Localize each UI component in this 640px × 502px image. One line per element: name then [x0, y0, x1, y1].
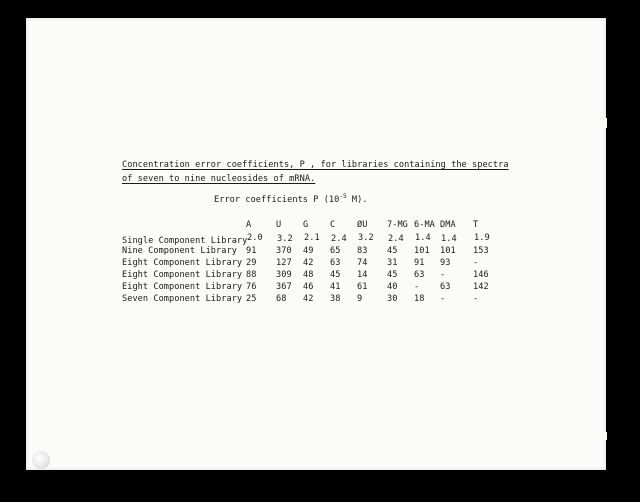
row-label: Single Component Library: [122, 235, 248, 246]
table-cell: 14: [357, 270, 368, 280]
table-cell: 3.2: [358, 233, 374, 243]
table-cell: 30: [387, 294, 398, 304]
subtitle-suffix: M).: [346, 195, 368, 205]
table-cell: 41: [330, 282, 341, 292]
table-cell: 45: [387, 270, 398, 280]
table-cell: -: [440, 294, 446, 304]
table-cell: 101: [414, 246, 430, 256]
table-cell: 49: [303, 246, 314, 256]
table-cell: 367: [276, 282, 292, 292]
table-cell: -: [473, 258, 479, 268]
subtitle-exponent: -5: [339, 193, 347, 201]
table-cell: -: [414, 282, 420, 292]
table-cell: 18: [414, 294, 425, 304]
table-cell: 68: [276, 294, 287, 304]
table-cell: 31: [387, 258, 398, 268]
table-cell: 42: [303, 294, 314, 304]
table-cell: 1.9: [474, 233, 490, 243]
table-cell: 46: [303, 282, 314, 292]
column-header: A: [246, 220, 252, 230]
table-cell: 127: [276, 258, 292, 268]
column-header: T: [473, 220, 479, 230]
table-cell: 45: [387, 246, 398, 256]
row-label: Nine Component Library: [122, 246, 237, 256]
table-cell: 309: [276, 270, 292, 280]
column-header: C: [330, 220, 336, 230]
table-cell: 63: [330, 258, 341, 268]
table-caption-line-2: of seven to nine nucleosides of mRNA.: [122, 174, 316, 184]
row-label: Eight Component Library: [122, 270, 243, 280]
table-cell: 45: [330, 270, 341, 280]
table-cell: 40: [387, 282, 398, 292]
table-cell: 63: [440, 282, 451, 292]
table-cell: 153: [473, 246, 489, 256]
table-cell: 146: [473, 270, 489, 280]
table-cell: 142: [473, 282, 489, 292]
table-cell: 2.4: [388, 234, 404, 244]
table-cell: 2.1: [304, 233, 320, 243]
table-cell: 1.4: [415, 233, 431, 243]
table-cell: 65: [330, 246, 341, 256]
column-header: G: [303, 220, 309, 230]
table-cell: 9: [357, 294, 363, 304]
table-caption-line-1: Concentration error coefficients, P , for libraries containing the spectra: [122, 160, 509, 170]
row-label: Seven Component Library: [122, 294, 243, 304]
table-cell: 91: [414, 258, 425, 268]
table-cell: 48: [303, 270, 314, 280]
table-cell: 1.4: [441, 234, 457, 244]
table-cell: 93: [440, 258, 451, 268]
row-label: Eight Component Library: [122, 282, 243, 292]
table-cell: 3.2: [277, 234, 293, 244]
table-cell: 63: [414, 270, 425, 280]
table-cell: 88: [246, 270, 257, 280]
table-cell: 83: [357, 246, 368, 256]
column-header: ØU: [357, 220, 368, 230]
table-cell: 42: [303, 258, 314, 268]
row-label: Eight Component Library: [122, 258, 243, 268]
table-cell: 91: [246, 246, 257, 256]
column-header: 6-MA: [414, 220, 435, 230]
column-header: DMA: [440, 220, 456, 230]
table-cell: 61: [357, 282, 368, 292]
table-cell: -: [440, 270, 446, 280]
table-cell: 74: [357, 258, 368, 268]
column-header: U: [276, 220, 282, 230]
table-cell: -: [473, 294, 479, 304]
column-header: 7-MG: [387, 220, 408, 230]
table-cell: 370: [276, 246, 292, 256]
table-cell: 29: [246, 258, 257, 268]
table-cell: 38: [330, 294, 341, 304]
table-cell: 2.4: [331, 234, 347, 244]
table-cell: 2.0: [247, 233, 263, 243]
table-cell: 76: [246, 282, 257, 292]
table-subtitle: [214, 195, 368, 205]
subtitle-prefix: Error coefficients P (10: [214, 195, 340, 205]
table-cell: 25: [246, 294, 257, 304]
table-cell: 101: [440, 246, 456, 256]
